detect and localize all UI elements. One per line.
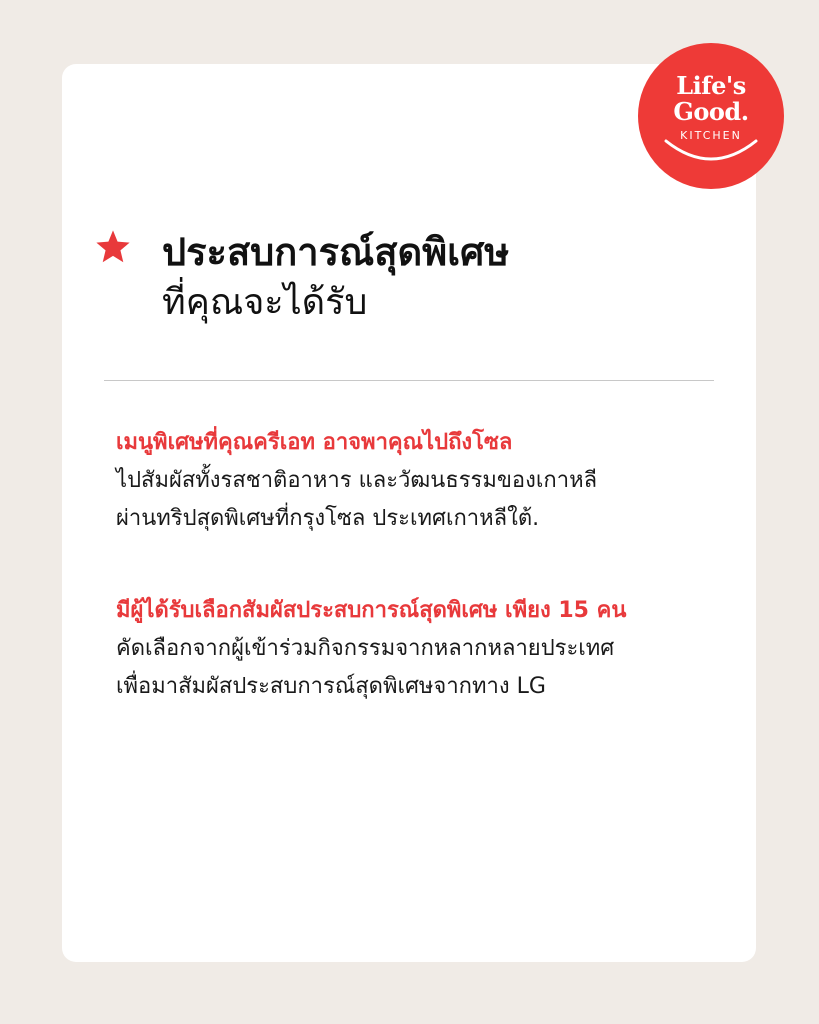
section-1-line-1: ไปสัมผัสทั้งรสชาติอาหาร และวัฒนธรรมของเกาหลี <box>116 468 598 493</box>
section-2-line-1: คัดเลือกจากผู้เข้าร่วมกิจกรรมจากหลากหลายประเทศ <box>116 636 615 661</box>
title-line-1: ประสบการณ์สุดพิเศษ <box>162 230 510 274</box>
lifes-good-kitchen-logo <box>638 43 784 189</box>
section-2-line-2: เพื่อมาสัมผัสประสบการณ์สุดพิเศษจากทาง LG <box>116 674 546 699</box>
star-icon <box>94 228 132 266</box>
section-1-line-2: ผ่านทริปสุดพิเศษที่กรุงโซล ประเทศเกาหลีใต้. <box>116 506 540 531</box>
section-menu-trip <box>116 424 756 538</box>
smile-icon <box>662 137 760 167</box>
section-2-highlight: มีผู้ได้รับเลือกสัมผัสประสบการณ์สุดพิเศษ เพียง 15 คน <box>116 598 627 623</box>
section-1-highlight: เมนูพิเศษที่คุณครีเอท อาจพาคุณไปถึงโซล <box>116 430 513 455</box>
section-selection <box>116 592 756 706</box>
divider <box>104 380 714 381</box>
logo-line-3: KITCHEN <box>680 129 742 142</box>
title-line-2: ที่คุณจะได้รับ <box>162 282 368 323</box>
page-title <box>162 226 509 328</box>
logo-line-1: Life's <box>676 71 746 100</box>
logo-line-2: Good. <box>673 97 749 126</box>
